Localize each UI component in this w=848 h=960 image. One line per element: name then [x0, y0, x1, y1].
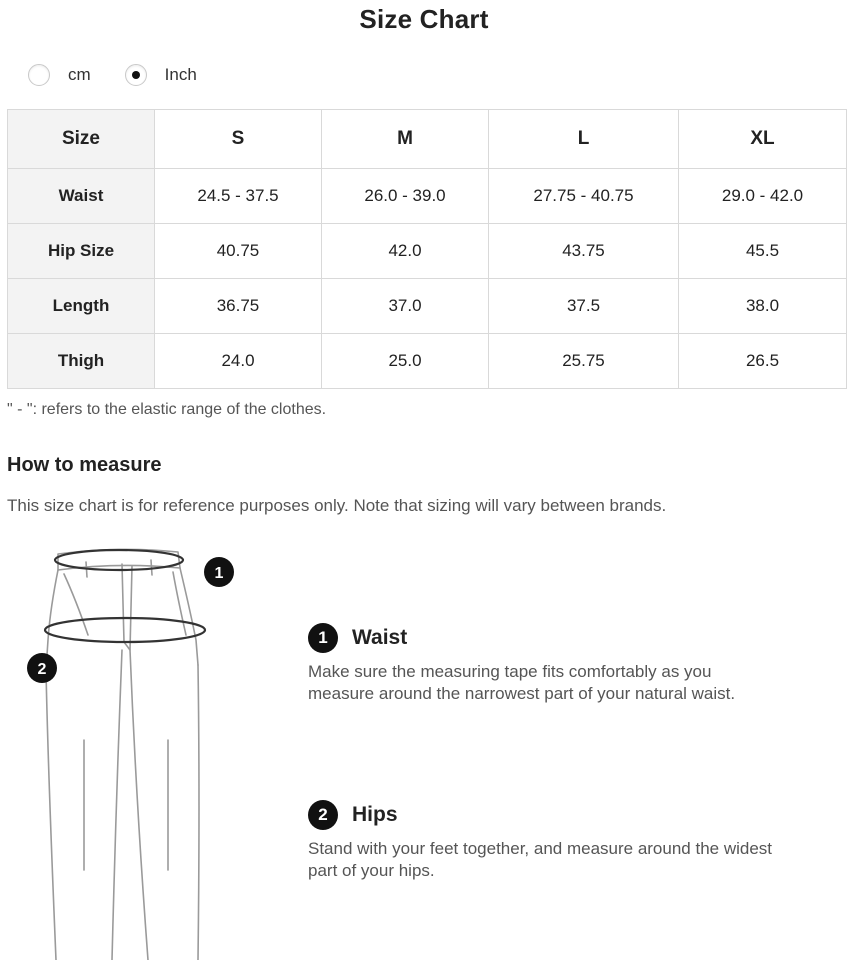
hips-description: Stand with your feet together, and measure around the widest part of your hips.	[308, 839, 773, 880]
cm-radio[interactable]	[28, 64, 50, 86]
table-cell: 40.75	[155, 224, 322, 279]
table-row-thigh	[8, 334, 847, 389]
reference-disclaimer: This size chart is for reference purposes only. Note that sizing will vary between brands.	[7, 496, 667, 515]
marker-1-badge	[204, 557, 234, 587]
inch-radio[interactable]	[125, 64, 147, 86]
header-s: S	[155, 110, 322, 169]
size-table	[7, 109, 847, 389]
waist-title: Waist	[352, 626, 408, 649]
table-cell: 27.75 - 40.75	[489, 169, 679, 224]
header-l: L	[489, 110, 679, 169]
header-m: M	[322, 110, 489, 169]
row-label-hip-size: Hip Size	[8, 224, 155, 279]
row-label-length: Length	[8, 279, 155, 334]
measure-waist	[308, 623, 808, 705]
table-header-row	[8, 110, 847, 169]
table-cell: 26.0 - 39.0	[322, 169, 489, 224]
table-cell: 37.0	[322, 279, 489, 334]
table-cell: 42.0	[322, 224, 489, 279]
waist-description: Make sure the measuring tape fits comfortably as you measure around the narrowest part of your natural waist.	[308, 662, 736, 703]
table-cell: 24.0	[155, 334, 322, 389]
hips-title: Hips	[352, 803, 398, 826]
radio-selected-dot	[132, 71, 140, 79]
table-cell: 43.75	[489, 224, 679, 279]
marker-2-badge	[27, 653, 57, 683]
cm-label: cm	[68, 65, 91, 84]
table-cell: 36.75	[155, 279, 322, 334]
table-cell: 24.5 - 37.5	[155, 169, 322, 224]
header-size: Size	[8, 110, 155, 169]
waist-number-badge: 1	[308, 623, 338, 653]
header-xl: XL	[679, 110, 847, 169]
table-row-hip-size	[8, 224, 847, 279]
table-cell: 25.75	[489, 334, 679, 389]
table-cell: 37.5	[489, 279, 679, 334]
table-row-length	[8, 279, 847, 334]
table-cell: 45.5	[679, 224, 847, 279]
page-title: Size Chart	[359, 4, 489, 34]
unit-option-inch[interactable]	[125, 64, 197, 86]
row-label-waist: Waist	[8, 169, 155, 224]
hips-number-badge: 2	[308, 800, 338, 830]
table-cell: 29.0 - 42.0	[679, 169, 847, 224]
table-row-waist	[8, 169, 847, 224]
how-to-measure-title: How to measure	[7, 454, 162, 476]
inch-label: Inch	[164, 65, 197, 84]
unit-option-cm[interactable]	[28, 64, 91, 86]
unit-selector	[28, 60, 231, 90]
marker-2-text: 2	[37, 661, 47, 678]
table-cell: 26.5	[679, 334, 847, 389]
pants-diagram	[18, 540, 248, 960]
table-cell: 38.0	[679, 279, 847, 334]
table-cell: 25.0	[322, 334, 489, 389]
measure-hips	[308, 800, 808, 882]
marker-1-text: 1	[214, 565, 224, 582]
elastic-range-note: " - ": refers to the elastic range of the clothes.	[7, 401, 327, 418]
row-label-thigh: Thigh	[8, 334, 155, 389]
